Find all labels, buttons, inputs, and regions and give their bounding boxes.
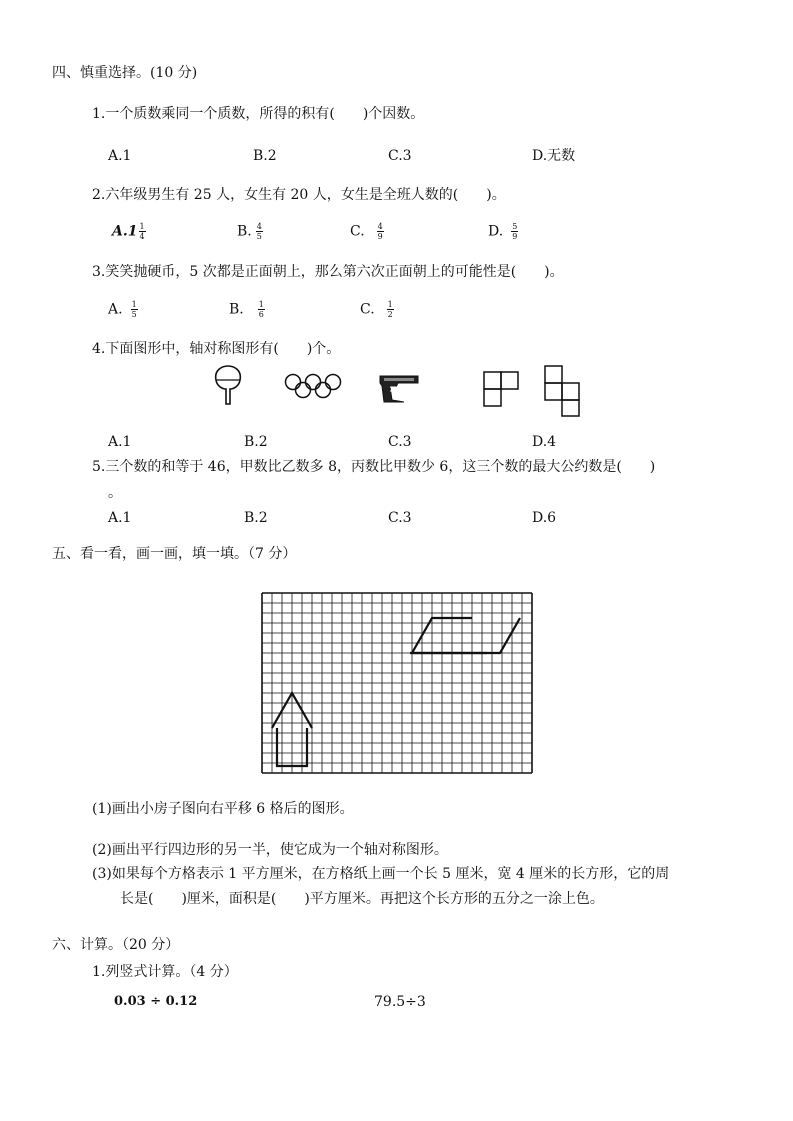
q5-stem: 5.三个数的和等于 46，甲数比乙数多 8，丙数比甲数少 6，这三个数的最大公约数是( ) [92, 459, 656, 475]
q3-b-prefix: B. [229, 301, 244, 318]
q3-option-a [108, 300, 138, 319]
q5-option-a: A.1 [108, 510, 132, 526]
q3-option-b [229, 300, 265, 319]
q2-a-denominator: 4 [139, 232, 145, 241]
q4-option-b: B.2 [244, 434, 268, 450]
grid-paper [261, 592, 533, 776]
q1-option-b: B.2 [253, 148, 277, 164]
part-1-instruction: (1)画出小房子图向右平移 6 格后的图形。 [92, 801, 354, 817]
q1-option-a: A.1 [108, 148, 132, 164]
q1-option-c: C.3 [388, 148, 412, 164]
part-2-instruction: (2)画出平行四边形的另一半，使它成为一个轴对称图形。 [92, 842, 448, 858]
q3-c-numerator: 1 [387, 300, 393, 309]
q1-stem: 1.一个质数乘同一个质数，所得的积有( )个因数。 [92, 106, 425, 122]
q2-option-c [350, 222, 384, 241]
q3-b-denominator: 6 [258, 310, 264, 319]
q2-option-d [488, 222, 518, 241]
ping-pong-paddle-icon [212, 364, 244, 408]
q2-a-prefix: A. [112, 223, 128, 240]
q2-c-denominator: 9 [377, 232, 383, 241]
q3-a-prefix: A. [108, 301, 123, 318]
q3-c-fraction [387, 300, 394, 319]
q2-d-numerator: 5 [512, 222, 518, 231]
q5-stem-end: 。 [108, 485, 122, 501]
part-3-instruction-line1: (3)如果每个方格表示 1 平方厘米，在方格纸上画一个长 5 厘米，宽 4 厘米的长方形，它的周 [92, 866, 670, 882]
q2-b-denominator: 5 [256, 232, 262, 241]
q1-option-d: D.无数 [532, 148, 576, 164]
q4-option-d: D.4 [532, 434, 557, 450]
q5-option-c: C.3 [388, 510, 412, 526]
q3-a-denominator: 5 [131, 310, 137, 319]
q3-c-denominator: 2 [387, 310, 393, 319]
q2-b-numerator: 4 [256, 222, 262, 231]
q2-d-prefix: D. [488, 223, 504, 240]
q2-d-denominator: 9 [512, 232, 518, 241]
q2-option-a [112, 222, 146, 241]
l-tromino-squares-icon [482, 370, 520, 408]
q3-a-fraction [131, 300, 138, 319]
pistol-icon [378, 372, 420, 404]
section-6-title: 六、计算。（20 分） [52, 937, 180, 953]
q3-a-numerator: 1 [131, 300, 137, 309]
calc-expression-1: 0.03 ÷ 0.12 [114, 994, 198, 1009]
q2-a-fraction [139, 222, 146, 241]
q3-c-prefix: C. [360, 301, 375, 318]
q2-c-numerator: 4 [377, 222, 383, 231]
s-tetromino-squares-icon [543, 364, 581, 418]
q3-b-fraction [258, 300, 265, 319]
q4-option-a: A.1 [108, 434, 132, 450]
q3-option-c [360, 300, 394, 319]
q2-d-fraction [511, 222, 518, 241]
q4-option-c: C.3 [388, 434, 412, 450]
q2-a-whole: 1 [127, 223, 138, 240]
q2-b-prefix: B. [237, 223, 252, 240]
section-5-title: 五、看一看，画一画，填一填。（7 分） [52, 546, 297, 562]
q2-a-numerator: 1 [139, 222, 145, 231]
part-3-instruction-line2: 长是( )厘米，面积是( )平方厘米。再把这个长方形的五分之一涂上色。 [120, 891, 604, 907]
calc-1-title: 1.列竖式计算。（4 分） [92, 964, 238, 980]
q2-c-prefix: C. [350, 223, 365, 240]
q2-c-fraction [377, 222, 384, 241]
q5-option-b: B.2 [244, 510, 268, 526]
section-4-title: 四、慎重选择。(10 分) [52, 65, 198, 81]
q2-stem: 2.六年级男生有 25 人，女生有 20 人，女生是全班人数的( )。 [92, 187, 506, 203]
q4-stem: 4.下面图形中，轴对称图形有( )个。 [92, 341, 341, 357]
q2-b-fraction [256, 222, 263, 241]
q5-option-d: D.6 [532, 510, 557, 526]
q3-b-numerator: 1 [258, 300, 264, 309]
calc-expression-2: 79.5÷3 [374, 994, 426, 1010]
olympic-rings-icon [284, 372, 342, 400]
q2-option-b [237, 222, 263, 241]
q3-stem: 3.笑笑抛硬币，5 次都是正面朝上，那么第六次正面朝上的可能性是( )。 [92, 264, 564, 280]
